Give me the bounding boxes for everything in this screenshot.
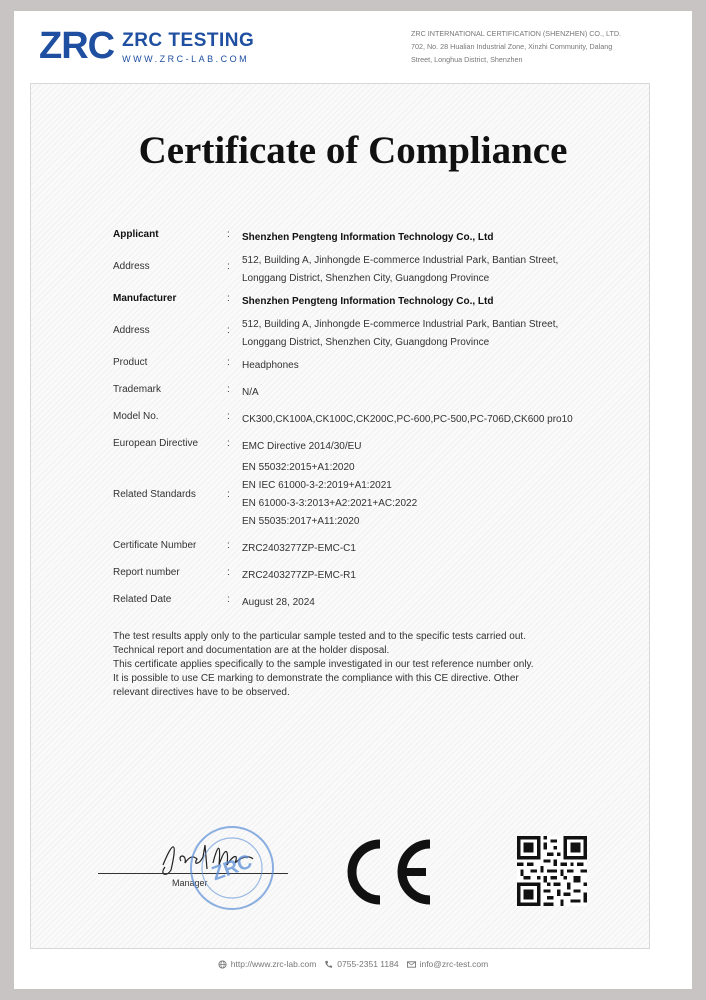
signer-title: Manager — [172, 878, 208, 888]
qr-code-icon[interactable] — [517, 836, 587, 906]
applicant-value: Shenzhen Pengteng Information Technology Co., Ltd — [242, 232, 494, 243]
zrc-logo — [39, 25, 254, 68]
ce-mark-icon — [340, 836, 436, 908]
zrc-seal-icon — [188, 824, 276, 912]
certificate-title: Certificate of Compliance — [138, 129, 568, 172]
manufacturer-value: Shenzhen Pengteng Information Technology Co., Ltd — [242, 296, 494, 307]
svg-text:ZRC: ZRC — [208, 850, 256, 886]
certificate-notes: The test results apply only to the particular sample tested and to the specific tests carried out. Technical report and documentation are at the holder disposal. This certificate applies specifically to the sample investigated in our test reference number only. It is possible to use CE marking to demonstrate the compliance with this CE directive. Other relevant directives have to be observed. — [113, 631, 534, 698]
footer-phone: 0755-2351 1184 — [324, 959, 398, 969]
brand-url: WWW.ZRC-LAB.COM — [122, 53, 250, 64]
company-address: ZRC INTERNATIONAL CERTIFICATION (SHENZHEN) CO., LTD. 702, No. 28 Hualian Industrial Zone, Xinzhi Community, Dalang Street, Longhua District, Shenzhen — [411, 29, 622, 64]
brand-name: ZRC TESTING — [122, 29, 255, 51]
footer-contacts — [0, 959, 706, 969]
footer-email[interactable]: info@zrc-test.com — [407, 959, 489, 969]
phone-icon — [324, 960, 333, 969]
mail-icon — [407, 960, 416, 969]
globe-icon — [218, 960, 227, 969]
footer-website[interactable]: http://www.zrc-lab.com — [218, 959, 317, 969]
logo-mark: ZRC — [39, 25, 115, 67]
